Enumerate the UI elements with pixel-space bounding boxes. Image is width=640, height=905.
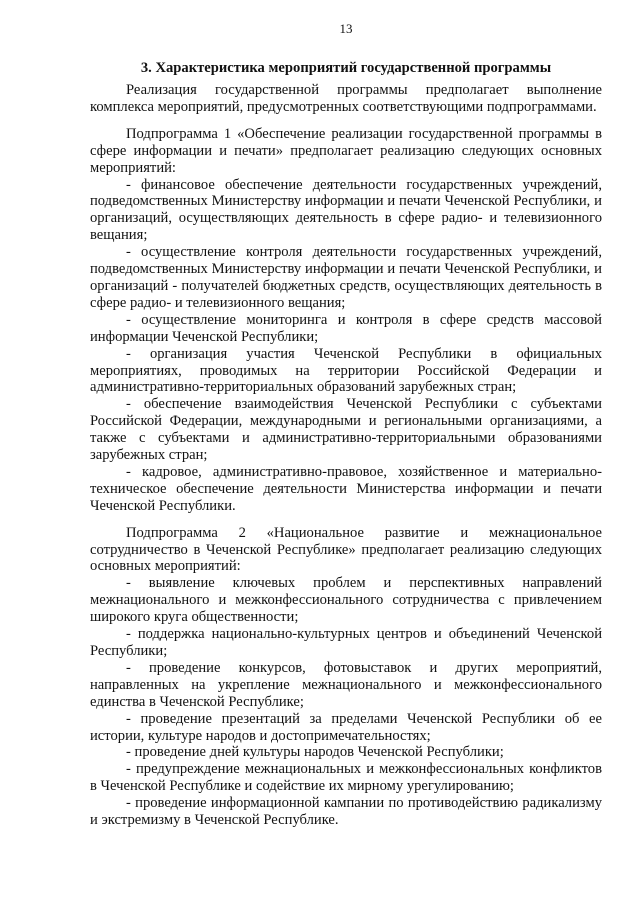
list-item: - осуществление контроля деятельности государственных учреждений, подведомственных Министерству информации и печати Чеченской Республики, и организаций - получателей бюджетных средств, осуществляющих деятельность в сфере радио- и телевизионного вещания; <box>90 244 602 311</box>
section-heading: 3. Характеристика мероприятий государственной программы <box>140 60 552 76</box>
page-number: 13 <box>339 21 353 36</box>
list-item: - осуществление мониторинга и контроля в сфере средств массовой информации Чеченской Республики; <box>90 311 602 345</box>
list-item: - проведение дней культуры народов Чеченской Республики; <box>126 744 504 761</box>
document-body <box>90 82 602 829</box>
paragraph-subprogram-1: Подпрограмма 1 «Обеспечение реализации государственной программы в сфере информации и печати» предполагает реализацию следующих основных мероприятий: <box>90 125 602 176</box>
list-item: - финансовое обеспечение деятельности государственных учреждений, подведомственных Министерству информации и печати Чеченской Республики, и организаций, осуществляющих деятельность в сфере радио- и телевизионного вещания; <box>90 176 602 244</box>
paragraph-subprogram-2: Подпрограмма 2 «Национальное развитие и межнациональное сотрудничество в Чеченской Республике» предполагает реализацию следующих основных мероприятий: <box>90 524 602 575</box>
list-item: - проведение конкурсов, фотовыставок и других мероприятий, направленных на укрепление межнационального и межконфессионального единства в Чеченской Республике; <box>90 659 602 710</box>
list-item: - поддержка национально-культурных центров и объединений Чеченской Республики; <box>90 626 602 659</box>
list-item: - проведение информационной кампании по противодействию радикализму и экстремизму в Чеченской Республике. <box>90 795 602 829</box>
paragraph-intro: Реализация государственной программы предполагает выполнение комплекса мероприятий, предусмотренных соответствующими подпрограммами. <box>90 82 602 115</box>
list-item: - выявление ключевых проблем и перспективных направлений межнационального и межконфессионального сотрудничества с привлечением широкого круга общественности; <box>90 575 602 626</box>
list-item: - предупреждение межнациональных и межконфессиональных конфликтов в Чеченской Республике и содействие их мирному урегулированию; <box>90 761 602 795</box>
list-item: - кадровое, административно-правовое, хозяйственное и материально-техническое обеспечение деятельности Министерства информации и печати Чеченской Республики. <box>90 463 602 514</box>
list-item: - проведение презентаций за пределами Чеченской Республики об ее истории, культуре народов и достопримечательностях; <box>90 710 602 744</box>
list-item: - организация участия Чеченской Республики в официальных мероприятиях, проводимых на территории Российской Федерации и административно-территориальных образований зарубежных стран; <box>90 345 602 396</box>
list-item: - обеспечение взаимодействия Чеченской Республики с субъектами Российской Федерации, международными и региональными организациями, а также с субъектами и административно-территориальными образованиями зарубежных стран; <box>90 396 602 464</box>
